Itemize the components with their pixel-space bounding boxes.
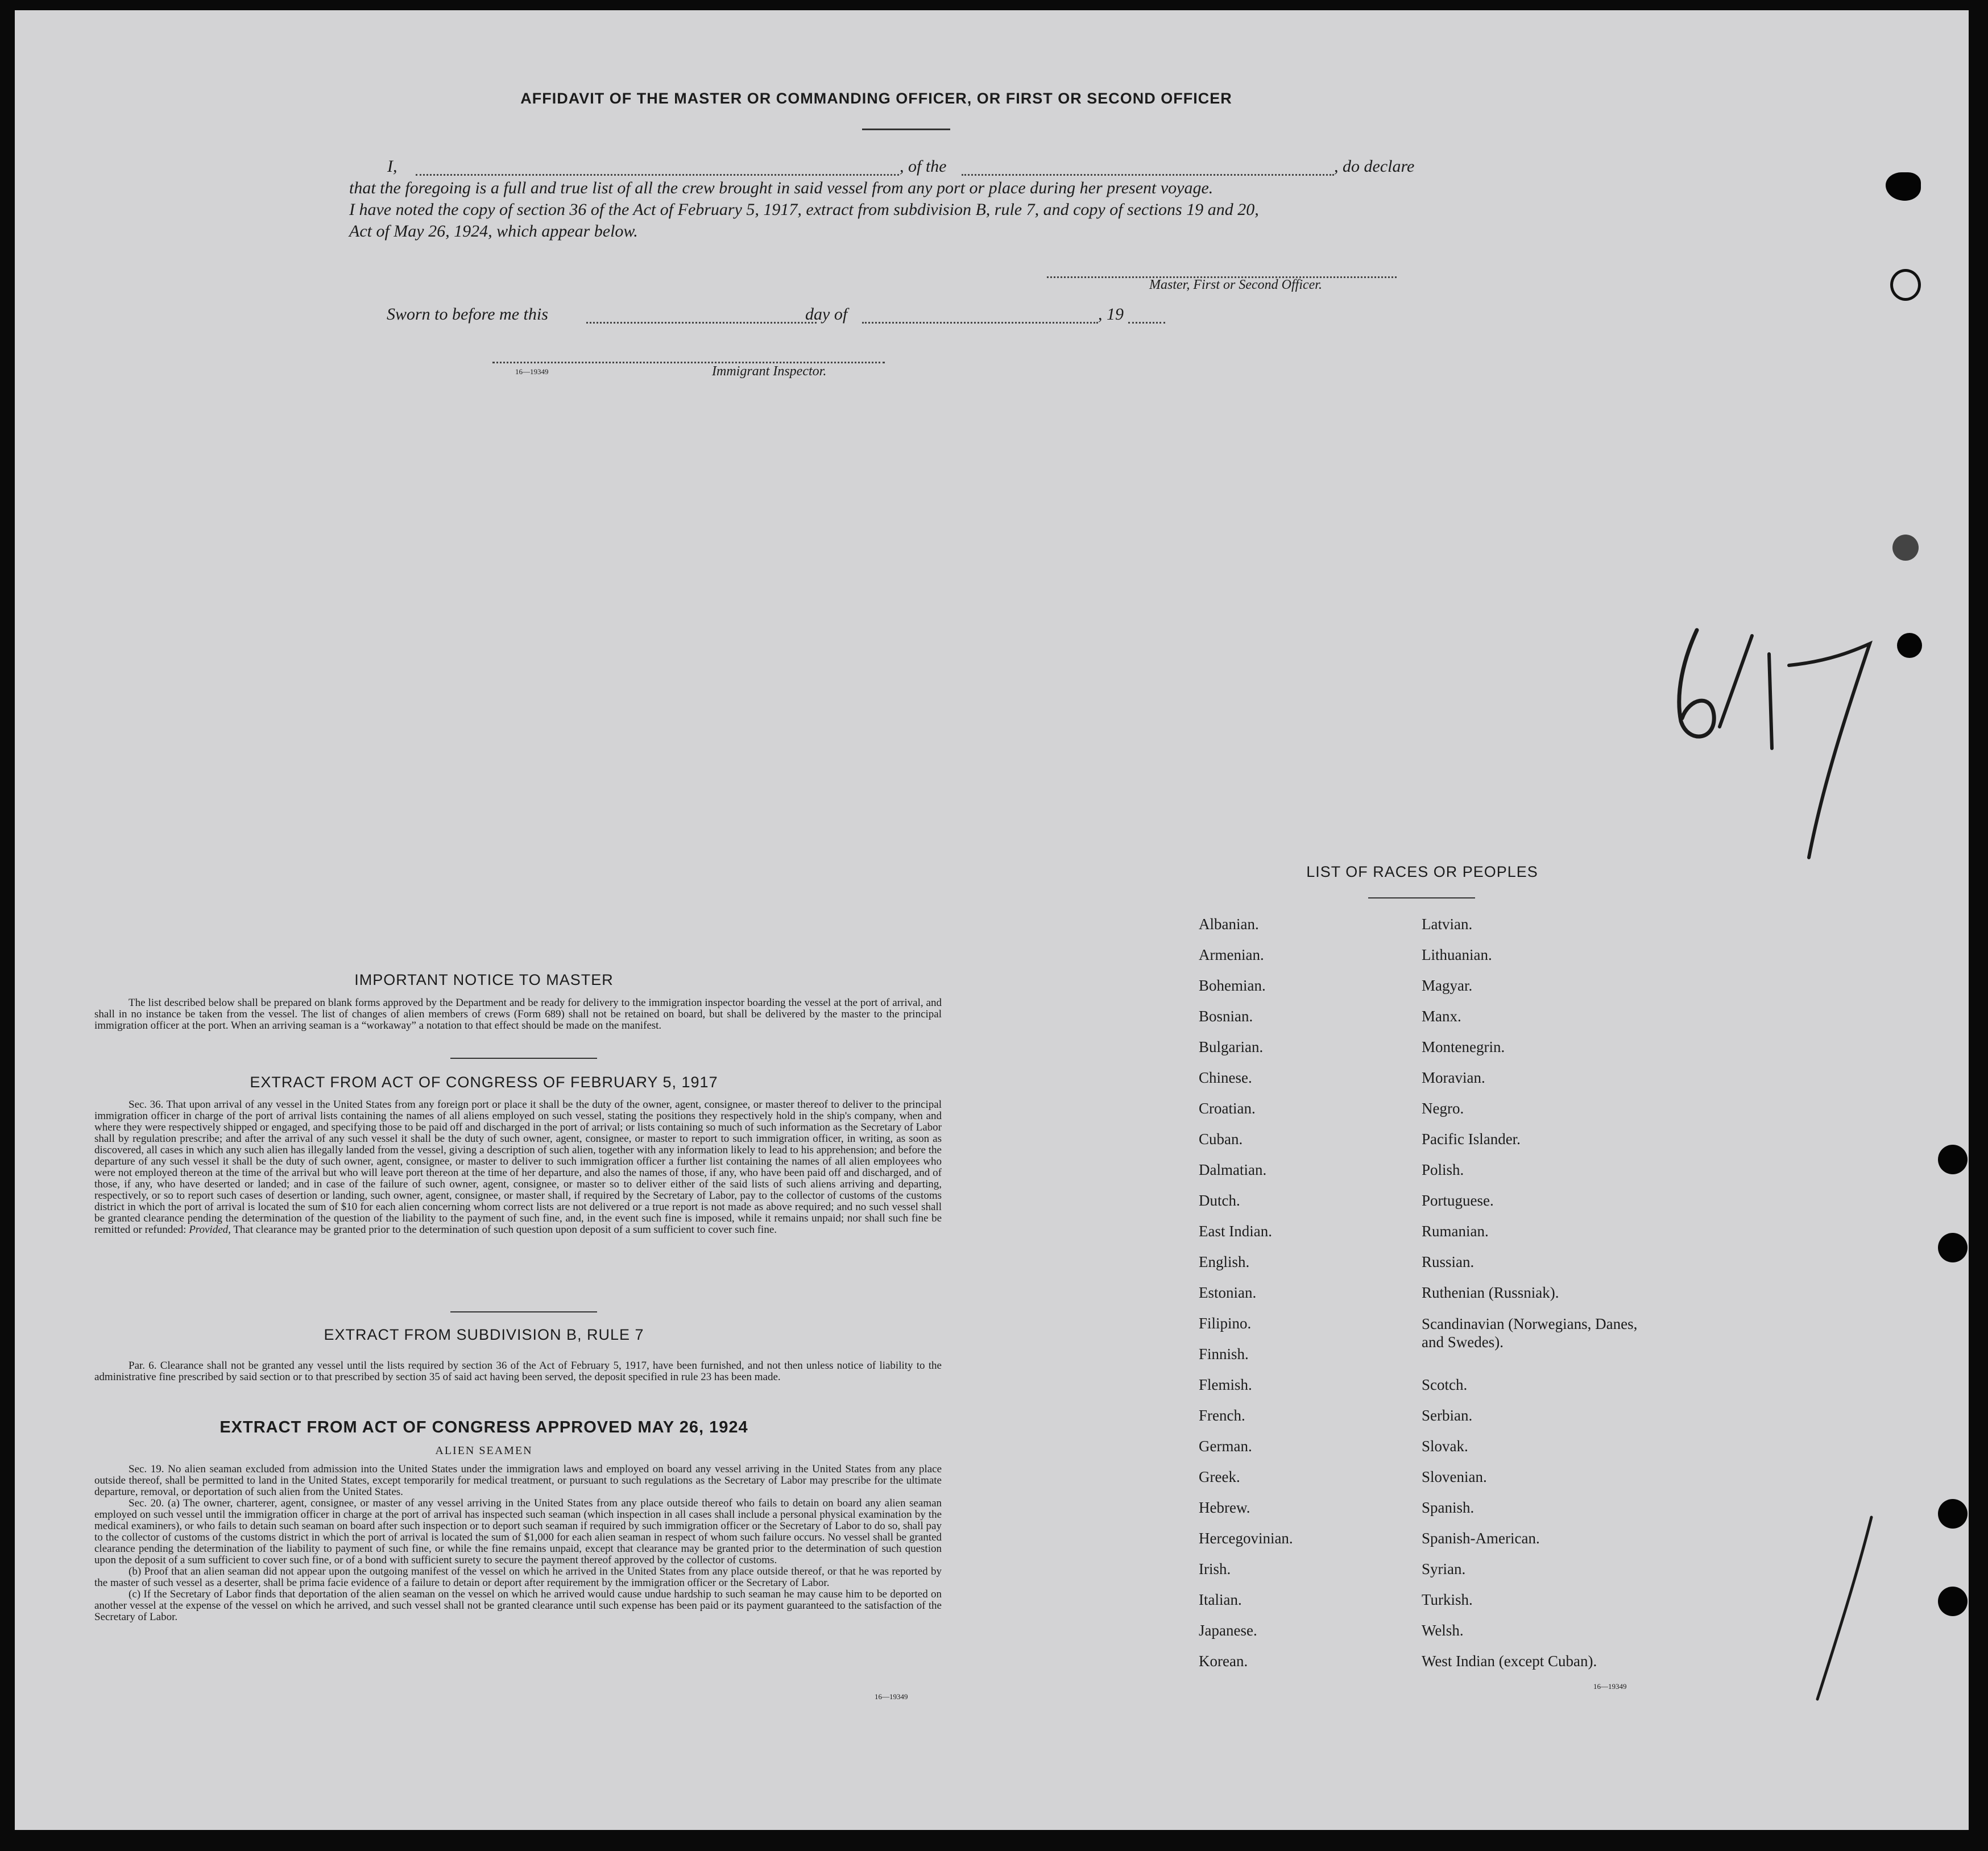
affidavit-line2: that the foregoing is a full and true list of all the crew brought in said vessel from any port or place during her present voyage. — [349, 179, 1213, 197]
affidavit-form-number: 16—19349 — [515, 367, 549, 376]
sec-36-label: Sec. 36. — [129, 1099, 164, 1111]
race-item: Welsh. — [1422, 1622, 1464, 1639]
race-item: Spanish-American. — [1422, 1530, 1540, 1547]
race-item: Polish. — [1422, 1161, 1464, 1178]
race-item: Lithuanian. — [1422, 946, 1492, 963]
provided-text: That clearance may be granted prior to the determination of such question upon deposit of a sum sufficient to cover such fine. — [233, 1224, 777, 1236]
signature-caption: Master, First or Second Officer. — [1149, 278, 1322, 292]
inspector-signature-line[interactable] — [492, 362, 885, 363]
race-item: Magyar. — [1422, 977, 1473, 994]
affidavit-title: AFFIDAVIT OF THE MASTER OR COMMANDING OFFICER, OR FIRST OR SECOND OFFICER — [520, 90, 1232, 107]
document-page — [15, 10, 1969, 1830]
notice-body: The list described below shall be prepared on blank forms approved by the Department and be ready for delivery to the immigration inspector boarding the vessel at the port of arrival, and shall in no instance be taken from the vessel. The list of changes of alien members of crews (Form 689) shall not be retained on board, but shall be delivered by the master to the principal immigration officer at the port. When an arriving seaman is a “workaway” a notation to that effect should be made on the manifest. — [94, 997, 942, 1032]
race-item: Irish. — [1199, 1560, 1231, 1577]
race-item: Moravian. — [1422, 1069, 1485, 1086]
sworn-month-field[interactable] — [862, 322, 1098, 324]
inspector-caption: Immigrant Inspector. — [712, 364, 827, 379]
sec-19-text: No alien seaman excluded from admission into the United States under the immigration laws and employed on board any vessel arriving in the United States from any place outside thereof, shall be permitted to land in the United States, except temporarily for medical treatment, or pursuant to such regulations as the Secretary of Labor may prescribe for the ultimate departure, removal, or deportation of such alien from the United States. — [94, 1463, 942, 1498]
race-item: Cuban. — [1199, 1131, 1243, 1148]
divider-1 — [450, 1058, 597, 1059]
race-item: English. — [1199, 1253, 1250, 1270]
race-item: Russian. — [1422, 1253, 1475, 1270]
race-item: Bosnian. — [1199, 1008, 1253, 1025]
race-item: Japanese. — [1199, 1622, 1257, 1639]
races-left-column — [1199, 916, 1403, 1683]
race-item: German. — [1199, 1438, 1252, 1455]
punch-hole — [1897, 633, 1922, 658]
day-of-label: day of — [805, 305, 848, 324]
race-item: Korean. — [1199, 1653, 1248, 1670]
of-the-label: , of the — [900, 157, 947, 176]
race-item: Bulgarian. — [1199, 1038, 1264, 1055]
race-item: Syrian. — [1422, 1560, 1466, 1577]
sec-20b-text: (b) Proof that an alien seaman did not appear upon the outgoing manifest of the vessel on which he arrived in the United States from any place outside thereof, or that he was reported by the master of such vessel as a deserter, shall be prima facie evidence of a failure to detain or deport after requirement by the immigration officer or the Secretary of Labor. — [94, 1566, 942, 1589]
punch-hole — [1938, 1145, 1968, 1174]
race-item: Rumanian. — [1422, 1223, 1489, 1240]
race-item: Armenian. — [1199, 946, 1264, 963]
race-item: Estonian. — [1199, 1284, 1257, 1301]
race-item: Flemish. — [1199, 1376, 1252, 1393]
sec-20c-text: (c) If the Secretary of Labor finds that deportation of the alien seaman on the vessel on which he arrived would cause undue hardship to such seaman he may cause him to be deported on another vessel at the expense of the vessel on which he arrived, and such vessel shall not be granted clearance until such expense has been paid or its payment guaranteed to the satisfaction of the Secretary of Labor. — [94, 1588, 942, 1623]
race-item: Dalmatian. — [1199, 1161, 1267, 1178]
sworn-prefix: Sworn to before me this — [387, 305, 548, 324]
race-item: Filipino. — [1199, 1315, 1252, 1332]
extract-rule7-title: EXTRACT FROM SUBDIVISION B, RULE 7 — [324, 1326, 644, 1343]
affidavit-line4: Act of May 26, 1924, which appear below. — [349, 222, 638, 241]
race-item: Negro. — [1422, 1100, 1464, 1117]
provided-label: Provided, — [189, 1224, 231, 1236]
divider-2 — [450, 1311, 597, 1312]
sworn-year-field[interactable] — [1128, 322, 1165, 324]
sec-20-label: Sec. 20. — [129, 1497, 164, 1509]
race-item: Slovak. — [1422, 1438, 1468, 1455]
year-prefix: , 19 — [1098, 305, 1124, 324]
race-item: East Indian. — [1199, 1223, 1272, 1240]
race-item: Portuguese. — [1422, 1192, 1494, 1209]
race-item: Slovenian. — [1422, 1468, 1487, 1485]
handwritten-mark — [1806, 1512, 1886, 1705]
do-declare-label: , do declare — [1334, 157, 1415, 176]
races-form-number: 16—19349 — [1593, 1682, 1627, 1691]
punch-hole — [1938, 1233, 1968, 1262]
affidavit-line3: I have noted the copy of section 36 of the Act of February 5, 1917, extract from subdivision B, rule 7, and copy of sections 19 and 20, — [349, 200, 1259, 219]
race-item: Turkish. — [1422, 1591, 1473, 1608]
race-item: Chinese. — [1199, 1069, 1252, 1086]
race-item: Montenegrin. — [1422, 1038, 1505, 1055]
sec-19-label: Sec. 19. — [129, 1463, 164, 1475]
punch-hole — [1890, 269, 1921, 301]
race-item: Manx. — [1422, 1008, 1461, 1025]
race-item: Albanian. — [1199, 916, 1259, 933]
race-item: Finnish. — [1199, 1345, 1249, 1363]
race-item: Greek. — [1199, 1468, 1240, 1485]
punch-hole — [1938, 1499, 1968, 1529]
race-item: Italian. — [1199, 1591, 1242, 1608]
extracts-form-number: 16—19349 — [875, 1692, 908, 1701]
notice-title: IMPORTANT NOTICE TO MASTER — [354, 971, 614, 988]
race-item: Serbian. — [1422, 1407, 1473, 1424]
punch-hole — [1938, 1587, 1968, 1616]
vessel-field[interactable] — [962, 174, 1334, 176]
i-label: I, — [387, 157, 397, 176]
extract-1917-body — [94, 1099, 942, 1236]
extract-1924-body — [94, 1464, 942, 1623]
race-item: Latvian. — [1422, 916, 1473, 933]
races-right-column — [1422, 916, 1672, 1683]
punch-hole — [1886, 172, 1921, 201]
race-item: Scandinavian (Norwegians, Danes, and Swedes). — [1422, 1315, 1638, 1351]
punch-hole — [1892, 535, 1919, 561]
alien-seamen-subtitle: ALIEN SEAMEN — [435, 1444, 533, 1457]
race-item: West Indian (except Cuban). — [1422, 1653, 1597, 1670]
name-field[interactable] — [416, 174, 899, 176]
extract-1924-title: EXTRACT FROM ACT OF CONGRESS APPROVED MAY 26, 1924 — [219, 1418, 748, 1436]
race-item: French. — [1199, 1407, 1245, 1424]
extract-1917-title: EXTRACT FROM ACT OF CONGRESS OF FEBRUARY 5, 1917 — [250, 1074, 718, 1091]
race-item: Spanish. — [1422, 1499, 1475, 1516]
race-item: Bohemian. — [1199, 977, 1266, 994]
race-item: Scotch. — [1422, 1376, 1468, 1393]
races-title: LIST OF RACES OR PEOPLES — [1306, 863, 1538, 880]
race-item: Hercegovinian. — [1199, 1530, 1293, 1547]
sec-36-text: That upon arrival of any vessel in the United States from any foreign port or place it shall be the duty of the owner, agent, consignee, or master thereof to deliver to the principal immigration officer in charge of the port of arrival lists containing the names of all aliens employed on such vessel, stating the positions they respectively hold in the ship's company, when and where they were respectively shipped or engaged, and specifying those to be paid off and discharged in the port of arrival; or lists containing so much of such information as the Secretary of Labor shall by regulation prescribe; and after the arrival of any such vessel it shall be the duty of such owner, agent, consignee, or master to report to such immigration officer, in writing, as soon as discovered, all cases in which any such alien has illegally landed from the vessel, giving a description of such alien, together with any information likely to lead to his apprehension; and before the departure of any such vessel it shall be the duty of such owner, agent, consignee, or master to deliver to such immigration officer a further list containing the names of all alien employees who were not employed thereon at the time of the arrival but who will leave port thereon at the time of her departure, and also the names of those, if any, who have been paid off and discharged, and of those, if any, who have deserted or landed; and in case of the failure of such owner, agent, consignee, or master so to deliver either of the said lists of such aliens arriving and departing, respectively, or so to report such cases of desertion or landing, such owner, agent, consignee, or master shall, if required by the Secretary of Labor, pay to the collector of customs of the customs district in which the port of arrival is located the sum of $10 for each alien concerning whom correct lists are not delivered or a true report is not made as above required; and no such vessel shall be granted clearance pending the determination of the question of the liability to the payment of such fine, and, in the event such fine is imposed, while it remains unpaid; nor shall such fine be remitted or refunded: — [94, 1099, 942, 1236]
handwritten-page-number — [1652, 613, 1891, 863]
sworn-day-field[interactable] — [586, 322, 817, 324]
race-item: Hebrew. — [1199, 1499, 1250, 1516]
extract-rule7-body: Par. 6. Clearance shall not be granted any vessel until the lists required by section 36 of the Act of February 5, 1917, have been furnished, and not then unless notice of liability to the administrative fine prescribed by said section or to that prescribed by section 35 of said act having been served, the deposit specified in rule 23 has been made. — [94, 1360, 942, 1383]
race-item: Croatian. — [1199, 1100, 1256, 1117]
race-item: Ruthenian (Russniak). — [1422, 1284, 1559, 1301]
sec-20a-text: (a) The owner, charterer, agent, consignee, or master of any vessel arriving in the United States from any place outside thereof who fails to detain on board any alien seaman employed on such vessel until the immigration officer in charge at the port of arrival has inspected such seaman (which inspection in all cases shall include a personal physical examination by the medical examiners), or who fails to detain such seaman on board after such inspection or to deport such seaman if required by such immigration officer or the Secretary of Labor to do so, shall pay to the collector of customs of the customs district in which the port of arrival is located the sum of $1,000 for each alien seaman in respect of whom such failure occurs. No vessel shall be granted clearance pending the determination of the liability to payment of such fine, or while the fine remains unpaid, except that clearance may be granted prior to the determination of such question upon the deposit of a sum sufficient to cover such fine, or of a bond with sufficient surety to secure the payment thereof approved by the collector of customs. — [94, 1497, 942, 1566]
race-item: Dutch. — [1199, 1192, 1240, 1209]
races-title-underline — [1368, 897, 1475, 898]
race-item: Pacific Islander. — [1422, 1131, 1521, 1148]
title-underline — [862, 129, 950, 130]
